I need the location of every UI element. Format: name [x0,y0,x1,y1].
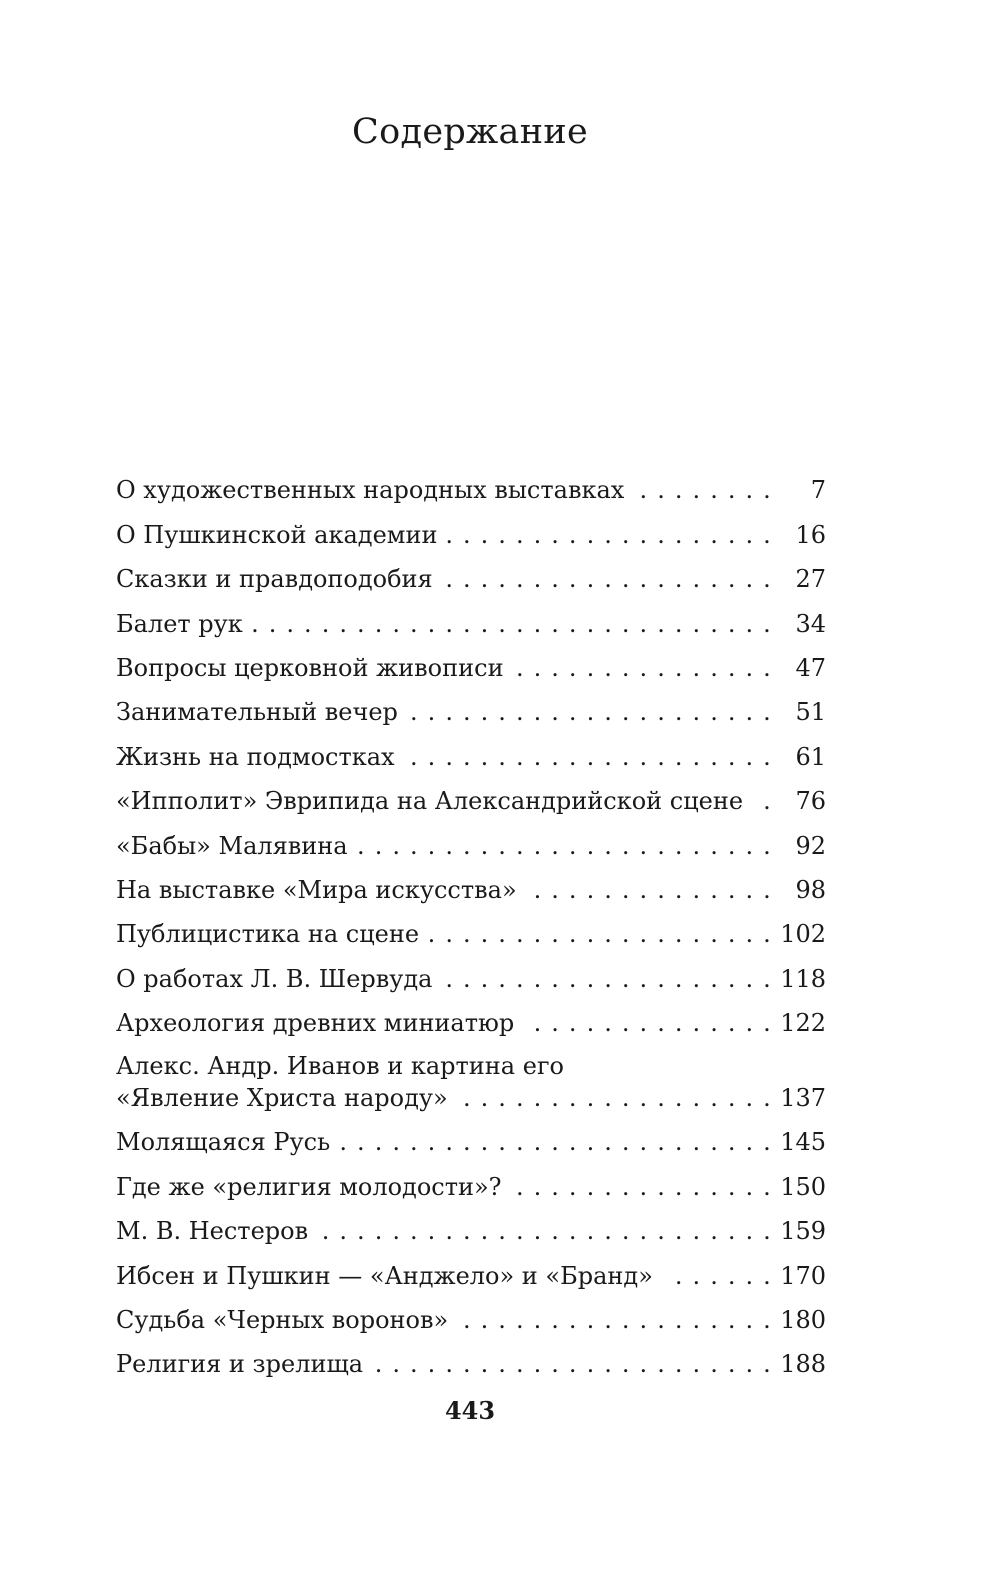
toc-page-number: 137 [780,1084,826,1113]
toc-page-number: 98 [795,875,826,904]
toc-entry [116,640,826,684]
dot-leader [340,1126,772,1158]
dot-leader [358,830,772,862]
toc-page-number: 47 [795,653,826,682]
toc-entry [116,1247,826,1291]
toc-entry-second-line [116,1081,826,1114]
toc-entry [116,551,826,595]
toc-entry [116,1292,826,1336]
dot-leader [405,741,772,773]
toc-entry [116,595,826,639]
toc-entry-title: «Ипполит» Эврипида на Александрийской сцене [116,787,744,816]
toc-entry-title: О художественных народных выставках [116,476,625,505]
toc-entry-title: Молящаяся Русь [116,1128,331,1157]
toc-entry-title: О работах Л. В. Шервуда [116,964,433,993]
toc-entry [116,506,826,550]
toc-entry [116,462,826,506]
toc-page-number: 76 [795,787,826,816]
toc-entry-title: Судьба «Черных воронов» [116,1306,449,1335]
dot-leader [458,1304,772,1336]
toc-entry-title: М. В. Нестеров [116,1217,309,1246]
dot-leader [514,652,772,684]
page-folio-number: 443 [444,1396,496,1425]
dot-leader [527,874,772,906]
toc-entry [116,862,826,906]
toc-entry-title-line1: Алекс. Андр. Иванов и картина его [116,1052,564,1081]
toc-entry [116,773,826,817]
page-title: Содержание [352,112,588,152]
dot-leader [408,696,772,728]
toc-page-number: 7 [810,476,826,505]
toc-page-number: 170 [780,1261,826,1290]
toc-entry [116,817,826,861]
dot-leader [753,785,772,817]
toc-entry [116,684,826,728]
toc-entry-title: Балет рук [116,609,243,638]
dot-leader [512,1171,772,1203]
toc-entry-title: Занимательный вечер [116,698,398,727]
dot-leader [429,918,772,950]
toc-entry-title: Археология древних миниатюр [116,1009,515,1038]
toc-entry-title: Ибсен и Пушкин — «Анджело» и «Бранд» [116,1261,653,1290]
dot-leader [373,1348,772,1380]
toc-entry-title: Религия и зрелища [116,1350,364,1379]
dot-leader [458,1082,772,1114]
toc-page-number: 188 [780,1350,826,1379]
dot-leader [443,563,772,595]
toc-entry-title: «Бабы» Малявина [116,831,348,860]
toc-page-number: 180 [780,1306,826,1335]
dot-leader [318,1215,772,1247]
toc-page-number: 145 [780,1128,826,1157]
dot-leader [442,963,772,995]
toc-entry-title: Вопросы церковной живописи [116,653,504,682]
toc-entry-title: Жизнь на подмостках [116,742,395,771]
dot-leader [253,608,772,640]
toc-entry-title: Сказки и правдоподобия [116,565,433,594]
toc-entry-title-line2: «Явление Христа народу» [116,1084,448,1113]
toc-page-number: 92 [795,831,826,860]
toc-entry [116,995,826,1039]
toc-page-number: 150 [780,1172,826,1201]
toc-page-number: 118 [780,964,826,993]
toc-page-number: 27 [795,565,826,594]
toc-entry [116,1336,826,1380]
toc-entry-multiline [116,1039,826,1114]
toc-page-number: 34 [795,609,826,638]
toc-entry-title: На выставке «Мира искусства» [116,875,517,904]
toc-entry-title: Где же «религия молодости»? [116,1172,502,1201]
toc-entry [116,950,826,994]
toc-entry [116,906,826,950]
toc-entry [116,728,826,772]
toc-entry-title: О Пушкинской академии [116,520,438,549]
toc-page-number: 102 [780,920,826,949]
toc-page-number: 16 [795,520,826,549]
table-of-contents [116,462,826,1380]
dot-leader [447,519,772,551]
toc-page-number: 61 [795,742,826,771]
toc-entry [116,1114,826,1158]
toc-entry [116,1203,826,1247]
toc-page-number: 159 [780,1217,826,1246]
dot-leader [663,1260,772,1292]
toc-entry-title: Публицистика на сцене [116,920,420,949]
toc-entry [116,1158,826,1202]
dot-leader [524,1007,772,1039]
dot-leader [634,474,772,506]
toc-page-number: 51 [795,698,826,727]
toc-page-number: 122 [780,1009,826,1038]
